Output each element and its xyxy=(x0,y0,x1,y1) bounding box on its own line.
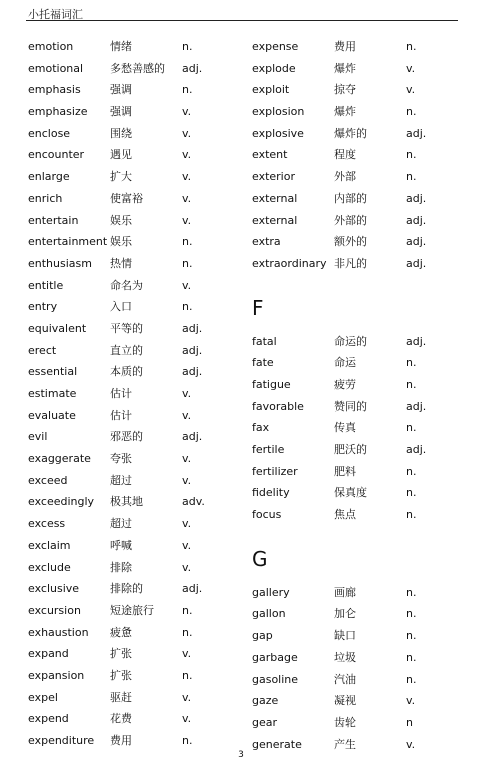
vocab-translation: 外部的 xyxy=(334,213,367,227)
vocab-entry xyxy=(252,647,462,669)
vocab-translation: 汽油 xyxy=(334,672,356,686)
vocab-translation: 入口 xyxy=(110,300,132,314)
vocab-part-of-speech: v. xyxy=(182,560,192,574)
vocab-translation: 命名为 xyxy=(110,278,143,292)
vocab-word: expansion xyxy=(28,668,85,682)
vocab-part-of-speech: v. xyxy=(182,191,192,205)
vocab-translation: 赞同的 xyxy=(334,399,367,413)
vocab-word: fidelity xyxy=(252,486,290,500)
vocab-word: external xyxy=(252,191,298,205)
vocab-part-of-speech: v. xyxy=(182,538,192,552)
vocab-entry xyxy=(28,188,238,210)
vocab-translation: 花费 xyxy=(110,712,132,726)
vocab-entry xyxy=(252,690,462,712)
vocab-translation: 爆炸 xyxy=(334,61,356,75)
vocab-part-of-speech: adj. xyxy=(406,235,427,249)
vocab-translation: 产生 xyxy=(334,737,356,751)
vocab-translation: 凝视 xyxy=(334,694,356,708)
vocab-word: extra xyxy=(252,235,281,249)
vocab-part-of-speech: v. xyxy=(182,408,192,422)
vocab-word: fertile xyxy=(252,443,285,456)
vocab-entry xyxy=(28,210,238,232)
vocab-entry xyxy=(28,426,238,448)
vocab-word: exploit xyxy=(252,83,290,97)
vocab-word: exclaim xyxy=(28,538,71,552)
vocab-entry xyxy=(252,231,462,253)
vocab-part-of-speech: n. xyxy=(182,668,193,682)
vocab-word: emotional xyxy=(28,61,84,75)
vocab-word: fax xyxy=(252,421,270,435)
vocab-entry xyxy=(28,253,238,275)
vocab-part-of-speech: n. xyxy=(406,421,417,435)
vocab-word: exceedingly xyxy=(28,495,95,509)
vocab-part-of-speech: n. xyxy=(182,734,193,747)
vocab-translation: 齿轮 xyxy=(334,715,356,729)
vocab-word: exhaustion xyxy=(28,625,89,639)
vocab-word: equivalent xyxy=(28,321,87,335)
vocab-entry xyxy=(28,275,238,297)
vocab-part-of-speech: v. xyxy=(406,694,416,708)
vocab-entry xyxy=(28,36,238,58)
vocab-entry xyxy=(28,578,238,600)
vocab-entry xyxy=(252,188,462,210)
vocab-entry xyxy=(252,101,462,123)
vocab-word: garbage xyxy=(252,650,298,664)
vocab-word: gasoline xyxy=(252,672,299,686)
vocab-part-of-speech: n. xyxy=(406,650,417,664)
vocab-entry xyxy=(28,361,238,383)
vocab-part-of-speech: adj. xyxy=(406,126,427,140)
vocab-part-of-speech: n. xyxy=(182,235,193,249)
section-heading-g: G xyxy=(252,546,268,571)
vocab-entry xyxy=(252,396,462,418)
vocab-entry xyxy=(28,340,238,362)
vocab-translation: 肥料 xyxy=(334,464,356,478)
vocab-part-of-speech: n xyxy=(406,715,413,729)
vocab-entry xyxy=(28,513,238,535)
vocab-word: enthusiasm xyxy=(28,256,92,270)
vocab-translation: 强调 xyxy=(110,83,132,97)
vocab-part-of-speech: v. xyxy=(182,517,192,531)
vocab-translation: 疲惫 xyxy=(110,625,132,639)
vocab-entry xyxy=(252,331,462,353)
vocab-translation: 直立的 xyxy=(110,343,143,357)
vocab-entry xyxy=(252,210,462,232)
vocab-word: gap xyxy=(252,629,273,643)
vocab-part-of-speech: n. xyxy=(406,508,417,522)
vocab-part-of-speech: v. xyxy=(406,61,416,75)
vocab-translation: 强调 xyxy=(110,105,132,119)
vocab-word: fatigue xyxy=(252,377,291,391)
vocab-part-of-speech: adj. xyxy=(182,61,203,75)
vocab-translation: 平等的 xyxy=(110,321,143,335)
vocab-entry xyxy=(28,79,238,101)
vocab-word: generate xyxy=(252,737,302,751)
vocab-part-of-speech: n. xyxy=(182,256,193,270)
vocab-word: estimate xyxy=(28,387,77,400)
vocab-part-of-speech: v. xyxy=(406,83,416,97)
vocab-part-of-speech: v. xyxy=(182,170,192,184)
vocab-entry xyxy=(28,405,238,427)
vocab-entry xyxy=(252,253,462,275)
vocab-word: external xyxy=(252,213,298,227)
vocab-entry xyxy=(252,79,462,101)
vocab-part-of-speech: v. xyxy=(406,737,416,751)
vocab-part-of-speech: adj. xyxy=(182,430,203,444)
vocab-word: expend xyxy=(28,712,69,726)
vocab-word: fatal xyxy=(252,334,277,348)
vocab-entry xyxy=(252,582,462,604)
vocab-part-of-speech: adj. xyxy=(406,191,427,205)
vocab-word: gear xyxy=(252,715,278,729)
vocab-part-of-speech: n. xyxy=(406,607,417,621)
vocab-part-of-speech: n. xyxy=(182,625,193,639)
vocab-word: focus xyxy=(252,508,282,522)
vocab-entry xyxy=(252,36,462,58)
vocab-translation: 估计 xyxy=(110,408,132,422)
vocab-part-of-speech: adj. xyxy=(406,334,427,348)
vocab-entry xyxy=(28,730,238,752)
vocab-part-of-speech: adj. xyxy=(182,365,203,379)
vocab-word: entertainment xyxy=(28,235,108,249)
vocab-word: fate xyxy=(252,356,274,370)
vocab-translation: 加仑 xyxy=(334,607,356,621)
vocab-word: evaluate xyxy=(28,408,76,422)
vocab-entry xyxy=(252,166,462,188)
vocab-entry xyxy=(252,669,462,691)
section-heading-f: F xyxy=(252,295,264,320)
vocab-translation: 驱赶 xyxy=(110,690,132,704)
vocab-entry xyxy=(28,123,238,145)
vocab-part-of-speech: n. xyxy=(406,356,417,370)
vocab-part-of-speech: adj. xyxy=(406,213,427,227)
vocab-entry xyxy=(252,482,462,504)
vocab-translation: 超过 xyxy=(110,473,132,487)
vocab-part-of-speech: n. xyxy=(406,585,417,599)
page-number: 3 xyxy=(238,750,244,760)
vocab-word: excursion xyxy=(28,603,81,617)
vocab-part-of-speech: n. xyxy=(182,40,193,53)
vocab-translation: 垃圾 xyxy=(334,650,356,664)
page-header-title: 小托福词汇 xyxy=(28,8,83,21)
vocab-translation: 疲劳 xyxy=(334,377,356,391)
vocab-part-of-speech: v. xyxy=(182,387,192,400)
vocab-translation: 呼喊 xyxy=(110,538,132,552)
vocab-part-of-speech: v. xyxy=(182,213,192,227)
vocab-entry xyxy=(252,603,462,625)
vocab-translation: 保真度 xyxy=(334,486,367,500)
vocab-word: gaze xyxy=(252,694,279,708)
vocab-translation: 掠夺 xyxy=(334,83,356,97)
vocab-word: expense xyxy=(252,40,299,53)
vocab-entry xyxy=(28,231,238,253)
vocab-part-of-speech: v. xyxy=(182,105,192,119)
vocab-word: exaggerate xyxy=(28,452,91,466)
vocab-word: exclusive xyxy=(28,582,80,596)
vocab-translation: 围绕 xyxy=(110,126,132,140)
vocab-part-of-speech: n. xyxy=(406,377,417,391)
vocab-translation: 热情 xyxy=(110,256,132,270)
vocab-word: exceed xyxy=(28,473,68,487)
vocab-translation: 肥沃的 xyxy=(334,443,367,456)
vocab-word: explosion xyxy=(252,105,305,119)
header-divider xyxy=(26,20,458,21)
vocab-part-of-speech: n. xyxy=(182,300,193,314)
vocab-translation: 娱乐 xyxy=(110,213,132,227)
vocab-translation: 多愁善感的 xyxy=(110,61,165,75)
vocab-entry xyxy=(28,470,238,492)
vocab-translation: 费用 xyxy=(334,40,356,53)
vocab-part-of-speech: adj. xyxy=(182,582,203,596)
vocab-word: erect xyxy=(28,343,57,357)
vocab-word: exclude xyxy=(28,560,71,574)
vocab-entry xyxy=(252,58,462,80)
vocab-translation: 内部的 xyxy=(334,191,367,205)
vocab-part-of-speech: n. xyxy=(406,629,417,643)
vocab-translation: 扩张 xyxy=(110,647,132,661)
vocab-translation: 本质的 xyxy=(110,365,143,379)
vocab-entry xyxy=(28,600,238,622)
vocab-word: explosive xyxy=(252,126,304,140)
vocab-part-of-speech: adj. xyxy=(406,256,427,270)
vocab-word: entitle xyxy=(28,278,64,292)
vocab-part-of-speech: adj. xyxy=(182,321,203,335)
vocab-translation: 排除 xyxy=(110,560,132,574)
vocab-entry xyxy=(252,417,462,439)
vocab-entry xyxy=(28,318,238,340)
vocab-word: explode xyxy=(252,61,296,75)
vocab-word: emphasis xyxy=(28,83,81,97)
vocab-translation: 扩大 xyxy=(110,170,132,184)
vocab-translation: 费用 xyxy=(110,734,132,747)
vocab-part-of-speech: v. xyxy=(182,126,192,140)
vocab-entry xyxy=(28,166,238,188)
vocab-part-of-speech: v. xyxy=(182,712,192,726)
vocab-entry xyxy=(252,144,462,166)
vocab-word: fertilizer xyxy=(252,464,298,478)
vocab-part-of-speech: v. xyxy=(182,647,192,661)
vocab-part-of-speech: v. xyxy=(182,148,192,162)
vocab-translation: 遇见 xyxy=(110,148,132,162)
vocab-column-right xyxy=(252,36,462,755)
vocab-word: extent xyxy=(252,148,288,162)
vocab-entry xyxy=(252,123,462,145)
vocab-entry xyxy=(252,461,462,483)
vocab-translation: 邪恶的 xyxy=(110,430,143,444)
vocab-word: expand xyxy=(28,647,69,661)
vocab-word: favorable xyxy=(252,399,304,413)
vocab-translation: 娱乐 xyxy=(110,235,132,249)
vocab-word: exterior xyxy=(252,170,295,184)
vocab-translation: 极其地 xyxy=(110,495,143,509)
vocab-word: entry xyxy=(28,300,58,314)
vocab-group-f xyxy=(252,331,462,526)
vocab-column-left xyxy=(28,36,238,752)
vocab-word: expel xyxy=(28,690,58,704)
vocab-word: extraordinary xyxy=(252,256,327,270)
vocab-translation: 估计 xyxy=(110,387,132,400)
vocab-translation: 命运 xyxy=(334,356,356,370)
vocab-entry xyxy=(28,383,238,405)
vocab-entry xyxy=(28,58,238,80)
vocab-translation: 命运的 xyxy=(334,334,367,348)
vocab-translation: 情绪 xyxy=(110,40,132,53)
vocab-part-of-speech: n. xyxy=(406,40,417,53)
vocab-word: gallon xyxy=(252,607,286,621)
vocab-entry xyxy=(28,535,238,557)
vocab-translation: 画廊 xyxy=(334,585,356,599)
vocab-entry xyxy=(28,665,238,687)
vocab-translation: 外部 xyxy=(334,170,356,184)
vocab-entry xyxy=(252,625,462,647)
vocab-part-of-speech: adj. xyxy=(182,343,203,357)
vocab-part-of-speech: adj. xyxy=(406,399,427,413)
vocab-entry xyxy=(28,144,238,166)
vocab-group-e xyxy=(252,36,462,275)
vocab-word: evil xyxy=(28,430,48,444)
vocab-entry xyxy=(28,708,238,730)
vocab-translation: 焦点 xyxy=(334,508,356,522)
vocab-part-of-speech: n. xyxy=(406,486,417,500)
vocab-entry xyxy=(28,491,238,513)
vocab-word: excess xyxy=(28,517,66,531)
vocab-entry xyxy=(28,687,238,709)
vocab-part-of-speech: n. xyxy=(406,148,417,162)
vocab-word: encounter xyxy=(28,148,85,162)
vocab-part-of-speech: v. xyxy=(182,690,192,704)
vocab-entry xyxy=(28,557,238,579)
vocab-translation: 程度 xyxy=(334,148,356,162)
vocab-entry xyxy=(252,352,462,374)
vocab-entry xyxy=(28,622,238,644)
vocab-translation: 爆炸的 xyxy=(334,126,367,140)
vocab-group-g xyxy=(252,582,462,756)
vocab-part-of-speech: n. xyxy=(406,170,417,184)
vocab-part-of-speech: n. xyxy=(406,105,417,119)
vocab-entry xyxy=(252,504,462,526)
vocab-word: expenditure xyxy=(28,734,95,747)
vocab-translation: 传真 xyxy=(334,421,356,435)
vocab-word: enrich xyxy=(28,191,63,205)
vocab-translation: 夸张 xyxy=(110,452,132,466)
vocab-word: enlarge xyxy=(28,170,70,184)
vocab-word: gallery xyxy=(252,585,290,599)
vocab-part-of-speech: n. xyxy=(406,672,417,686)
vocab-part-of-speech: n. xyxy=(406,464,417,478)
vocab-entry xyxy=(252,374,462,396)
vocab-part-of-speech: v. xyxy=(182,473,192,487)
vocab-word: essential xyxy=(28,365,78,379)
vocab-translation: 爆炸 xyxy=(334,105,356,119)
vocab-translation: 缺口 xyxy=(334,629,356,643)
vocab-entry xyxy=(252,439,462,461)
vocab-entry xyxy=(28,296,238,318)
vocab-word: emphasize xyxy=(28,105,88,119)
vocab-translation: 排除的 xyxy=(110,582,143,596)
vocab-translation: 超过 xyxy=(110,517,132,531)
vocab-entry xyxy=(28,448,238,470)
vocab-translation: 短途旅行 xyxy=(110,603,154,617)
vocab-part-of-speech: n. xyxy=(182,603,193,617)
vocab-word: enclose xyxy=(28,126,71,140)
vocab-translation: 额外的 xyxy=(334,235,367,249)
vocab-entry xyxy=(28,643,238,665)
vocab-translation: 扩张 xyxy=(110,668,132,682)
vocab-word: emotion xyxy=(28,40,74,53)
vocab-part-of-speech: n. xyxy=(182,83,193,97)
vocab-part-of-speech: adv. xyxy=(182,495,205,509)
vocab-part-of-speech: v. xyxy=(182,452,192,466)
vocab-part-of-speech: v. xyxy=(182,278,192,292)
vocab-part-of-speech: adj. xyxy=(406,443,427,456)
vocab-translation: 非凡的 xyxy=(334,256,367,270)
vocab-entry xyxy=(252,712,462,734)
vocab-word: entertain xyxy=(28,213,79,227)
vocab-translation: 使富裕 xyxy=(110,191,143,205)
vocab-entry xyxy=(28,101,238,123)
